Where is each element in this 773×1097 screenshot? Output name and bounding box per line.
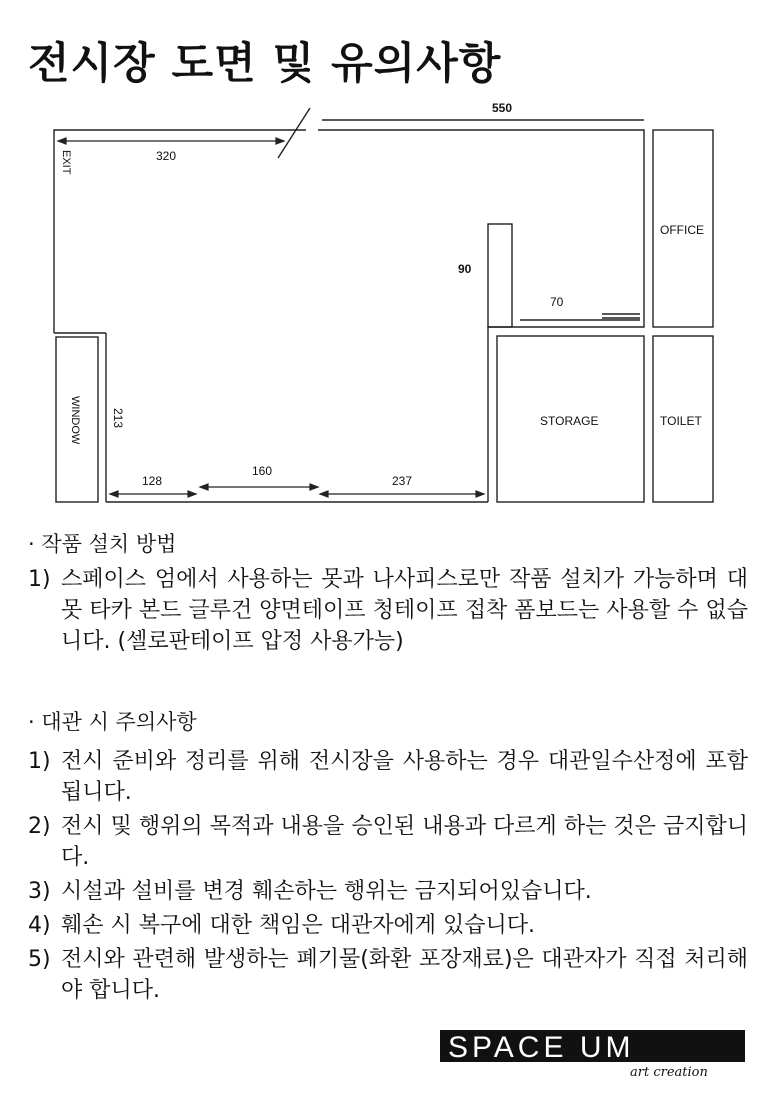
floor-plan bbox=[0, 95, 773, 515]
dimension-exit-width: 320 bbox=[156, 149, 177, 163]
storage-label: STORAGE bbox=[540, 414, 599, 428]
item-text: 전시 준비와 정리를 위해 전시장을 사용하는 경우 대관일수산정에 포함됩니다. bbox=[61, 749, 748, 805]
rental-heading: · 대관 시 주의사항 bbox=[28, 710, 197, 734]
dimension-bottom-left: 128 bbox=[142, 474, 163, 488]
hall-wall bbox=[54, 130, 306, 333]
logo-tagline: art creation bbox=[630, 1065, 708, 1080]
exit-label: EXIT bbox=[60, 150, 72, 175]
exit-door bbox=[278, 108, 310, 158]
item-number: 3) bbox=[28, 879, 51, 904]
item-number: 5) bbox=[28, 947, 51, 972]
dimension-bottom-right: 237 bbox=[392, 474, 413, 488]
dimension-bottom-mid: 160 bbox=[252, 464, 273, 478]
toilet-label: TOILET bbox=[660, 414, 702, 428]
rental-list bbox=[28, 746, 748, 1006]
list-item bbox=[28, 811, 748, 873]
item-number: 1) bbox=[28, 567, 51, 592]
list-item bbox=[28, 746, 748, 808]
install-heading: · 작품 설치 방법 bbox=[28, 532, 177, 556]
item-number: 1) bbox=[28, 749, 51, 774]
page-title: 전시장 도면 및 유의사항 bbox=[28, 39, 502, 89]
item-text: 훼손 시 복구에 대한 책임은 대관자에게 있습니다. bbox=[61, 913, 535, 938]
logo-text: SPACE UM bbox=[448, 1031, 635, 1064]
item-number: 2) bbox=[28, 814, 51, 839]
item-text: 시설과 설비를 변경 훼손하는 행위는 금지되어있습니다. bbox=[61, 879, 592, 904]
dimension-top: 550 bbox=[492, 101, 513, 115]
item-text: 전시 및 행위의 목적과 내용을 승인된 내용과 다르게 하는 것은 금지합니다. bbox=[61, 814, 748, 870]
office-label: OFFICE bbox=[660, 223, 704, 237]
list-item bbox=[28, 564, 748, 657]
item-text: 스페이스 엄에서 사용하는 못과 나사피스로만 작품 설치가 가능하며 대못 타카 본드 글루건 양면테이프 청테이프 접착 폼보드는 사용할 수 없습니다. (셀로판테이프 압정 사용가능) bbox=[61, 567, 748, 654]
install-list bbox=[28, 564, 748, 657]
hall-wall bbox=[318, 130, 644, 502]
dimension-window-side: 213 bbox=[111, 408, 125, 429]
window-label: WINDOW bbox=[69, 396, 81, 445]
item-number: 4) bbox=[28, 913, 51, 938]
list-item bbox=[28, 910, 748, 941]
item-text: 전시와 관련해 발생하는 폐기물(화환 포장재료)은 대관자가 직접 처리해야 합니다. bbox=[61, 947, 748, 1003]
list-item bbox=[28, 944, 748, 1006]
partition-wall bbox=[488, 224, 512, 327]
rental-section bbox=[28, 706, 748, 1009]
dimension-partition: 70 bbox=[550, 295, 564, 309]
list-item bbox=[28, 876, 748, 907]
install-section bbox=[28, 528, 748, 660]
space-um-logo bbox=[440, 1030, 750, 1082]
dimension-wall-height: 90 bbox=[458, 262, 472, 276]
